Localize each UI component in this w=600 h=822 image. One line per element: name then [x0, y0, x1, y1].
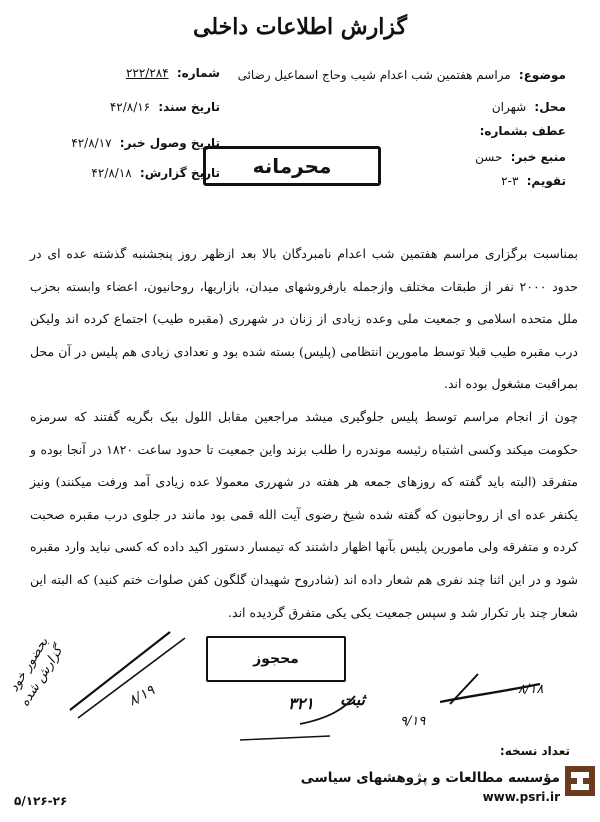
copies-label: تعداد نسخه:: [499, 744, 570, 758]
reference-code: ۵/۱۲۶-۲۶: [14, 794, 68, 808]
doc-date-row: [40, 100, 220, 114]
evaluation-label: تقویم:: [526, 174, 566, 188]
source-value: حسن: [475, 150, 503, 164]
subject-label: موضوع:: [518, 68, 566, 82]
reference-row: [300, 124, 566, 138]
body-paragraph: بمناسبت برگزاری مراسم هفتمین شب اعدام نامبردگان بالا بعد ازظهر روز پنجشنبه گذشته عده ای در حدود ۲۰۰۰ نفر از طبقات مختلف وازجمله بارفروشهای میدان، بازاریها، روحانیون، اعضاء وابسته بحزب ملل متحده اسلامی و جمعیت ملی وعده زیادی از زنان در شهرری (مقبره طیب) اجتماع کرده اند ولیکن درب مقبره طیب قبلا توسط مامورین انتظامی (پلیس) بسته شده بود و تعدادی زیادی هم پلیس در آن محل بمراقبت مشغول بوده اند.: [30, 246, 578, 392]
institution-name: مؤسسه مطالعات و پژوهشهای سیاسی: [300, 770, 560, 786]
handwritten-right-date: ۸/۱۸: [518, 682, 544, 697]
location-label: محل:: [534, 100, 566, 114]
handwritten-left-date: ۸/۱۹: [125, 682, 158, 710]
subject-row: [228, 68, 566, 82]
report-date-label: تاریخ گزارش:: [139, 166, 220, 180]
institution-logo: [565, 766, 595, 796]
report-body: [30, 238, 578, 629]
body-paragraph: چون از انجام مراسم توسط پلیس جلوگیری میشد مراجعین مقابل اللول بیک بگریه گفتند که سرمزه حکومت میکند وکسی اشتباه رئیسه موندره را طلب بزند واین جمعیت تا حدود ساعت ۱۸۲۰ در آنجا بوده و متفرقد (البته باید گفته که روزهای جمعه هر هفته در شهرری معمولا عده زیادی آمد ورفت میکنند) ونیز یکنفر عده ای از روحانیون که گفته شده شیخ رضوی آیت الله قمی بود مانند در جلوی درب مقبره صحبت کرده و متفرقه ولی مامورین پلیس بآنها اظهار داشتند که تیمسار دستور اکید داده که کسی نباید وارد مقبره شود و در این اثنا چند نفری هم شعار داده اند (شادروح شهیدان گلگون کفن صلوات ختم کنید) که البته این شعار چند بار تکرار شد و سپس جمعیت یکی یکی متفرق گردیده اند.: [30, 408, 578, 620]
received-date-row: [40, 136, 220, 150]
handwritten-number: ۳۲۱: [288, 694, 314, 713]
number-label: شماره:: [176, 66, 220, 80]
archive-stamp: محجوز: [206, 636, 346, 682]
document-title: گزارش اطلاعات داخلی: [193, 14, 407, 40]
source-label: منبع خبر:: [510, 150, 566, 164]
location-value: شهران: [491, 100, 527, 114]
report-date-row: [40, 166, 220, 180]
evaluation-value: ۳-۲: [501, 174, 519, 188]
handwritten-signature: ثبت: [340, 690, 365, 709]
margin-handwritten-note: بحضور خود گزارش شده: [6, 634, 67, 710]
handwritten-center-date: ۹/۱۹: [400, 714, 426, 729]
number-row: [40, 66, 220, 80]
handwriting-strokes: [0, 600, 600, 760]
subject-value: مراسم هفتمین شب اعدام شیب وحاج اسماعیل رضائی: [237, 68, 511, 82]
institution-url: www.psri.ir: [482, 790, 560, 804]
received-date-value: ۴۲/۸/۱۷: [71, 136, 112, 150]
source-row: [390, 150, 566, 164]
doc-date-label: تاریخ سند:: [158, 100, 220, 114]
evaluation-row: [390, 174, 566, 188]
doc-date-value: ۴۲/۸/۱۶: [109, 100, 151, 114]
classification-stamp: محرمانه: [203, 146, 381, 186]
location-row: [300, 100, 566, 114]
number-value: ۲۲۲/۲۸۴: [125, 66, 169, 80]
reference-label: عطف بشماره:: [479, 124, 566, 138]
report-date-value: ۴۲/۸/۱۸: [91, 166, 132, 180]
received-date-label: تاریخ وصول خبر:: [119, 136, 220, 150]
